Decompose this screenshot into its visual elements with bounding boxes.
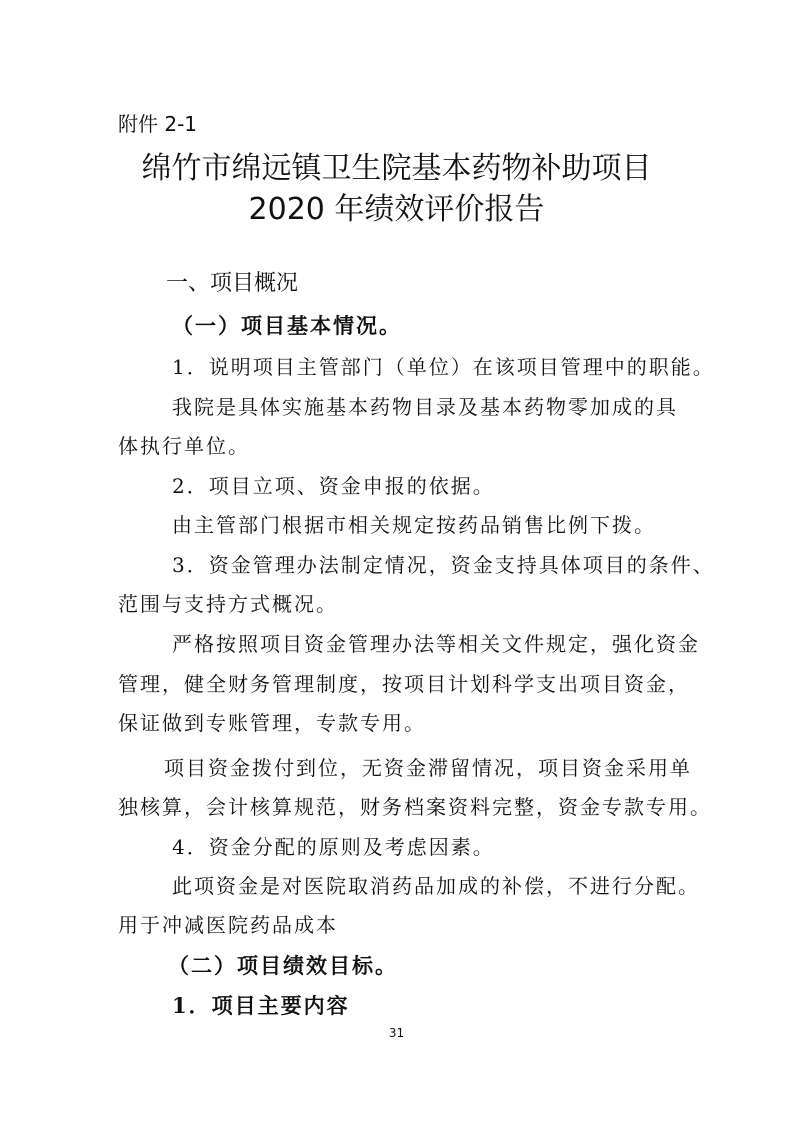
subsection-heading-basic-info: （一）项目基本情况。 [172, 313, 402, 338]
item3-text2-line2: 独核算，会计核算规范，财务档案资料完整，资金专款专用。 [118, 795, 712, 819]
item4-text-line2: 用于冲减医院药品成本 [118, 913, 338, 937]
item2-text: 由主管部门根据市相关规定按药品销售比例下拨。 [172, 513, 656, 537]
page-number: 31 [388, 1026, 405, 1040]
item3-text1-line1: 严格按照项目资金管理办法等相关文件规定，强化资金 [172, 632, 700, 656]
item3-heading-line2: 范围与支持方式概况。 [118, 592, 338, 616]
item3-heading-line1: 3．资金管理办法制定情况，资金支持具体项目的条件、 [172, 553, 715, 577]
document-title-line2: 2020 年绩效评价报告 [248, 192, 545, 227]
item3-text1-line3: 保证做到专账管理，专款专用。 [118, 711, 426, 735]
goals-item1-heading: 1．项目主要内容 [172, 993, 350, 1018]
item4-heading: 4．资金分配的原则及考虑因素。 [172, 835, 495, 859]
item4-text-line1: 此项资金是对医院取消药品加成的补偿，不进行分配。 [172, 874, 700, 898]
item1-text-line1: 我院是具体实施基本药物目录及基本药物零加成的具 [172, 395, 678, 419]
item2-heading: 2．项目立项、资金申报的依据。 [172, 474, 495, 498]
item3-text2-line1: 项目资金拨付到位，无资金滞留情况，项目资金采用单 [164, 756, 692, 780]
attachment-label: 附件 2-1 [118, 112, 198, 136]
subsection-heading-performance-goals: （二）项目绩效目标。 [168, 953, 398, 978]
item1-text-line2: 体执行单位。 [118, 434, 250, 458]
document-title-line1: 绵竹市绵远镇卫生院基本药物补助项目 [141, 151, 652, 186]
section-heading-overview: 一、项目概况 [166, 271, 299, 296]
item1-heading: 1．说明项目主管部门（单位）在该项目管理中的职能。 [172, 355, 715, 379]
item3-text1-line2: 管理，健全财务管理制度，按项目计划科学支出项目资金， [118, 672, 690, 696]
